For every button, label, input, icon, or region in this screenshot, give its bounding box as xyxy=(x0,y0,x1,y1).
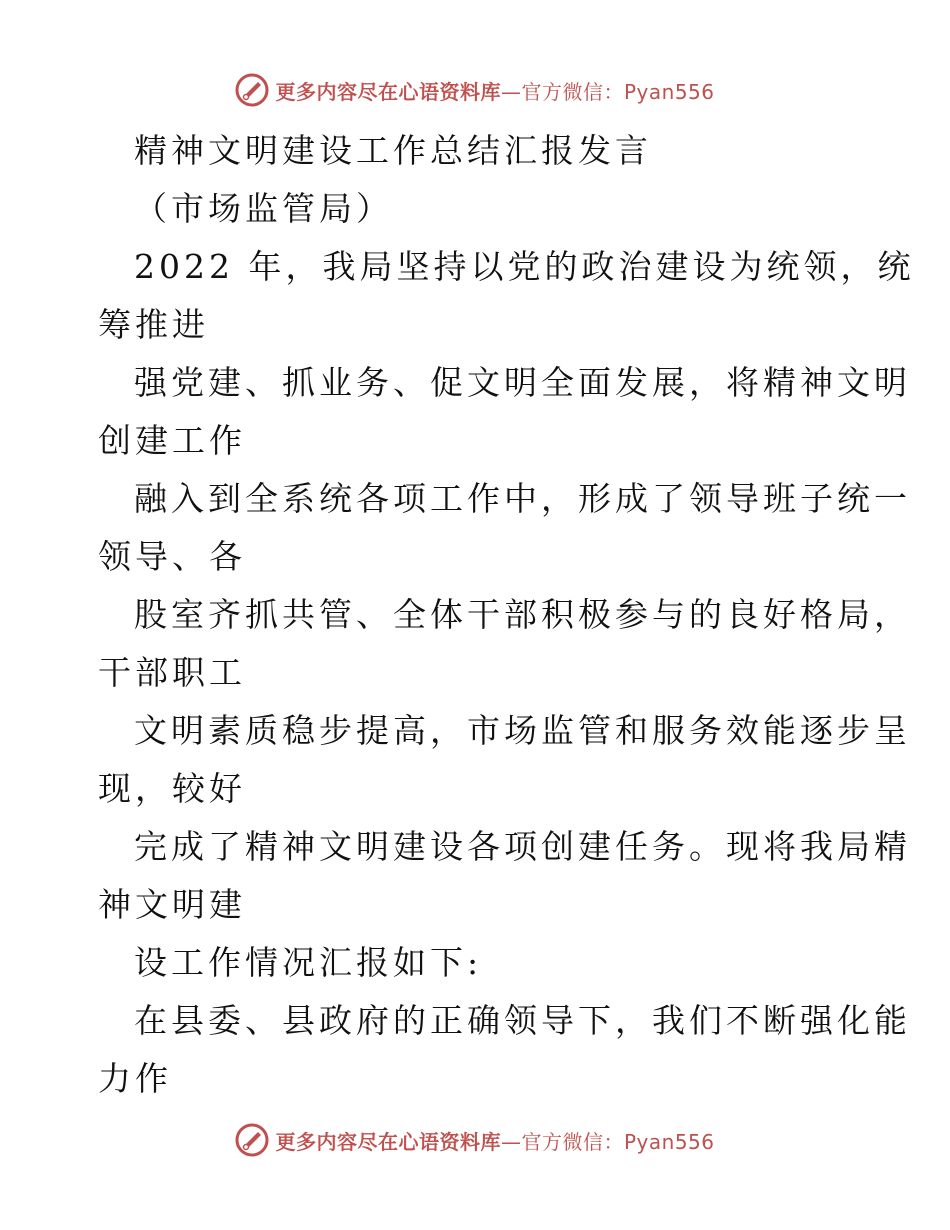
text-line: 2022 年，我局坚持以党的政治建设为统领，统 xyxy=(134,247,915,286)
watermark-account: Pyan556 xyxy=(623,79,715,104)
text-line: 筹推进 xyxy=(98,305,209,344)
watermark-separator: — xyxy=(500,1129,522,1154)
watermark-account-label: 官方微信： xyxy=(521,79,624,104)
document-title: 精神文明建设工作总结汇报发言 xyxy=(134,131,652,170)
text-line: 现，较好 xyxy=(98,769,246,808)
text-line: 设工作情况汇报如下: xyxy=(134,943,483,982)
brand-logo-icon xyxy=(235,73,269,107)
watermark-account: Pyan556 xyxy=(623,1129,715,1154)
text-line: 融入到全系统各项工作中，形成了领导班子统一 xyxy=(134,479,911,518)
text-line: 在县委、县政府的正确领导下，我们不断强化能 xyxy=(134,1001,911,1040)
text-line: 干部职工 xyxy=(98,653,246,692)
watermark-account-label: 官方微信： xyxy=(521,1129,624,1154)
text-line: 力作 xyxy=(98,1059,172,1098)
watermark-separator: — xyxy=(500,79,522,104)
text-line: 强党建、抓业务、促文明全面发展，将精神文明 xyxy=(134,363,911,402)
text-line: 创建工作 xyxy=(98,421,246,460)
watermark-text xyxy=(275,1126,714,1155)
text-line: 完成了精神文明建设各项创建任务。现将我局精 xyxy=(134,827,911,866)
watermark-footer xyxy=(0,1120,950,1160)
text-line: 神文明建 xyxy=(98,885,246,924)
text-line: 股室齐抓共管、全体干部积极参与的良好格局， xyxy=(134,595,911,634)
text-line: 领导、各 xyxy=(98,537,246,576)
watermark-main: 更多内容尽在心语资料库 xyxy=(275,1129,501,1154)
watermark-header xyxy=(0,70,950,110)
document-body xyxy=(98,122,915,1108)
brand-logo-icon xyxy=(235,1123,269,1157)
document-subtitle: （市场监管局） xyxy=(134,189,393,228)
watermark-text xyxy=(275,76,714,105)
watermark-main: 更多内容尽在心语资料库 xyxy=(275,79,501,104)
text-line: 文明素质稳步提高，市场监管和服务效能逐步呈 xyxy=(134,711,911,750)
